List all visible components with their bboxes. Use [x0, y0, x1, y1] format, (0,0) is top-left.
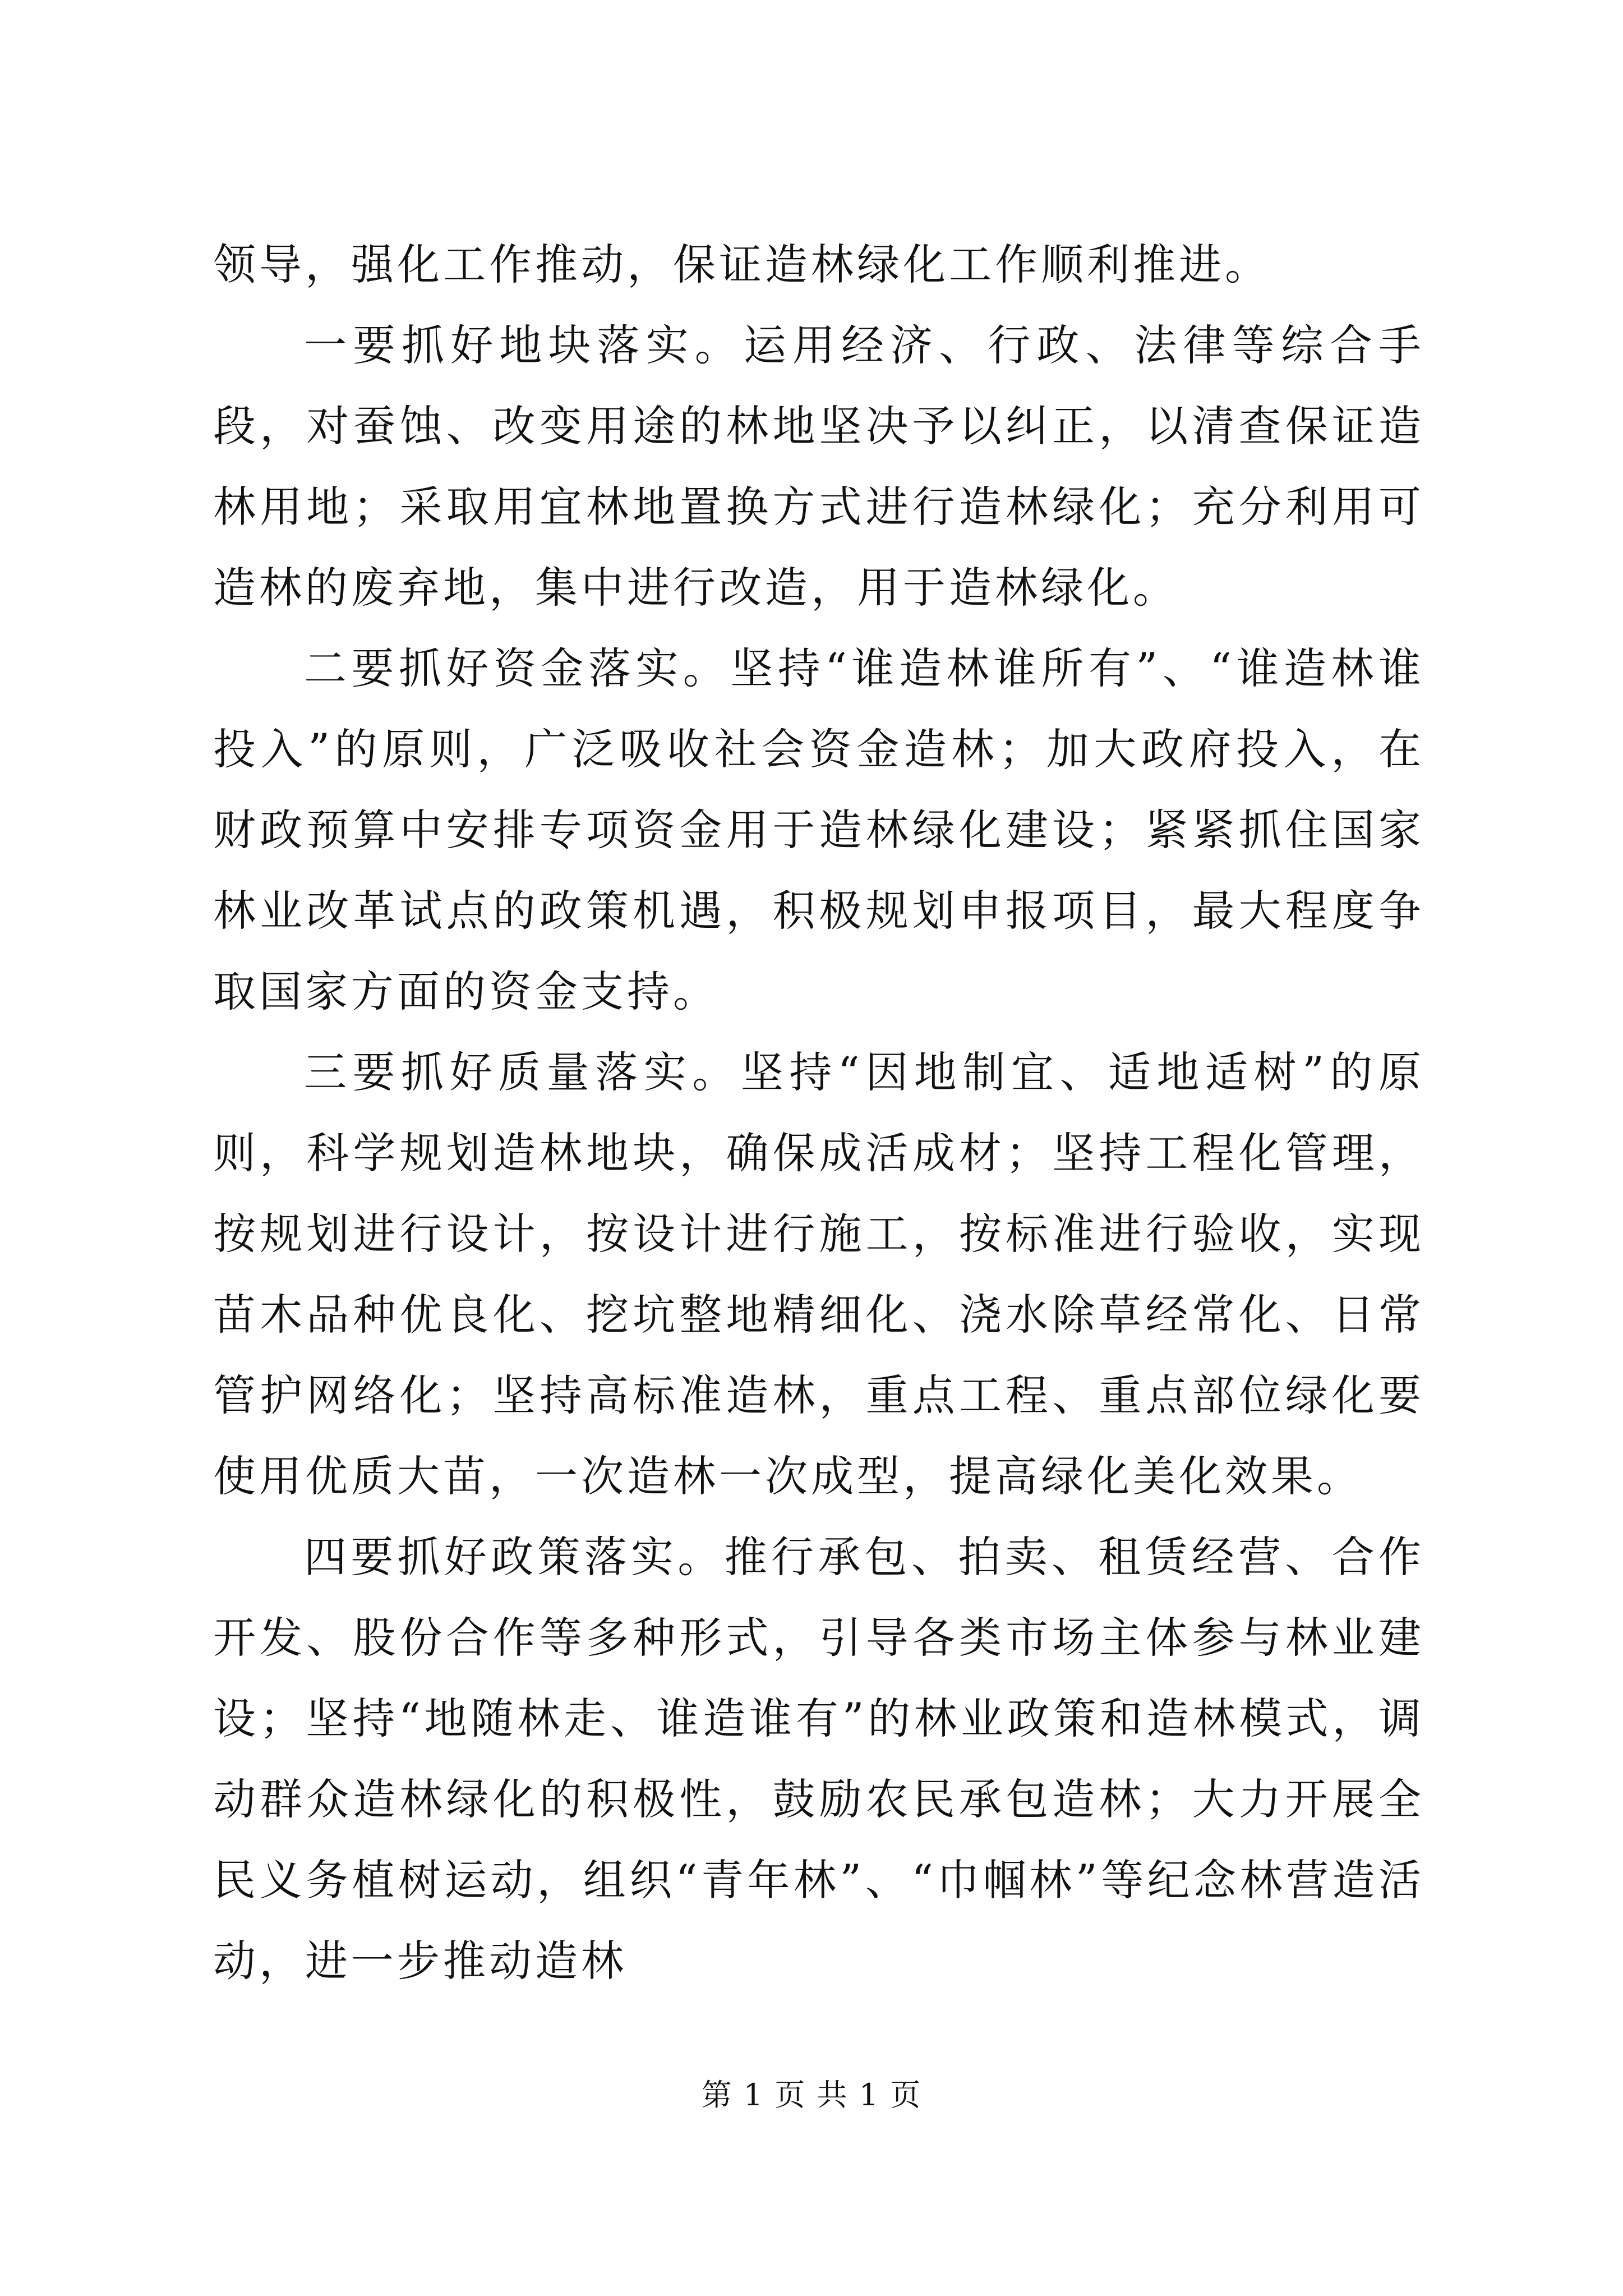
- paragraph-land-implementation: 一要抓好地块落实。运用经济、行政、法律等综合手段，对蚕蚀、改变用途的林地坚决予以纠正，以清查保证造林用地；采取用宜林地置换方式进行造林绿化；充分利用可造林的废弃地，集中进行改造，用于造林绿化。: [213, 320, 1424, 613]
- paragraph-continuation: 领导，强化工作推动，保证造林绿化工作顺利推进。: [213, 240, 1271, 289]
- paragraph-policy-implementation: 四要抓好政策落实。推行承包、拍卖、租赁经营、合作开发、股份合作等多种形式，引导各类市场主体参与林业建设；坚持“地随林走、谁造谁有”的林业政策和造林模式，调动群众造林绿化的积极性，鼓励农民承包造林；大力开展全民义务植树运动，组织“青年林”、“巾帼林”等纪念林营造活动，进一步推动造林: [213, 1532, 1424, 1986]
- page-footer: 第 1 页 共 1 页: [701, 2077, 922, 2113]
- document-body: [213, 224, 1424, 2001]
- paragraph-quality-implementation: 三要抓好质量落实。坚持“因地制宜、适地适树”的原则，科学规划造林地块，确保成活成材；坚持工程化管理，按规划进行设计，按设计进行施工，按标准进行验收，实现苗木品种优良化、挖坑整地精细化、浇水除草经常化、日常管护网络化；坚持高标准造林，重点工程、重点部位绿化要使用优质大苗，一次造林一次成型，提高绿化美化效果。: [213, 1047, 1424, 1501]
- paragraph-funding-implementation: 二要抓好资金落实。坚持“谁造林谁所有”、“谁造林谁投入”的原则，广泛吸收社会资金造林；加大政府投入，在财政预算中安排专项资金用于造林绿化建设；紧紧抓住国家林业改革试点的政策机遇，积极规划申报项目，最大程度争取国家方面的资金支持。: [213, 643, 1424, 1016]
